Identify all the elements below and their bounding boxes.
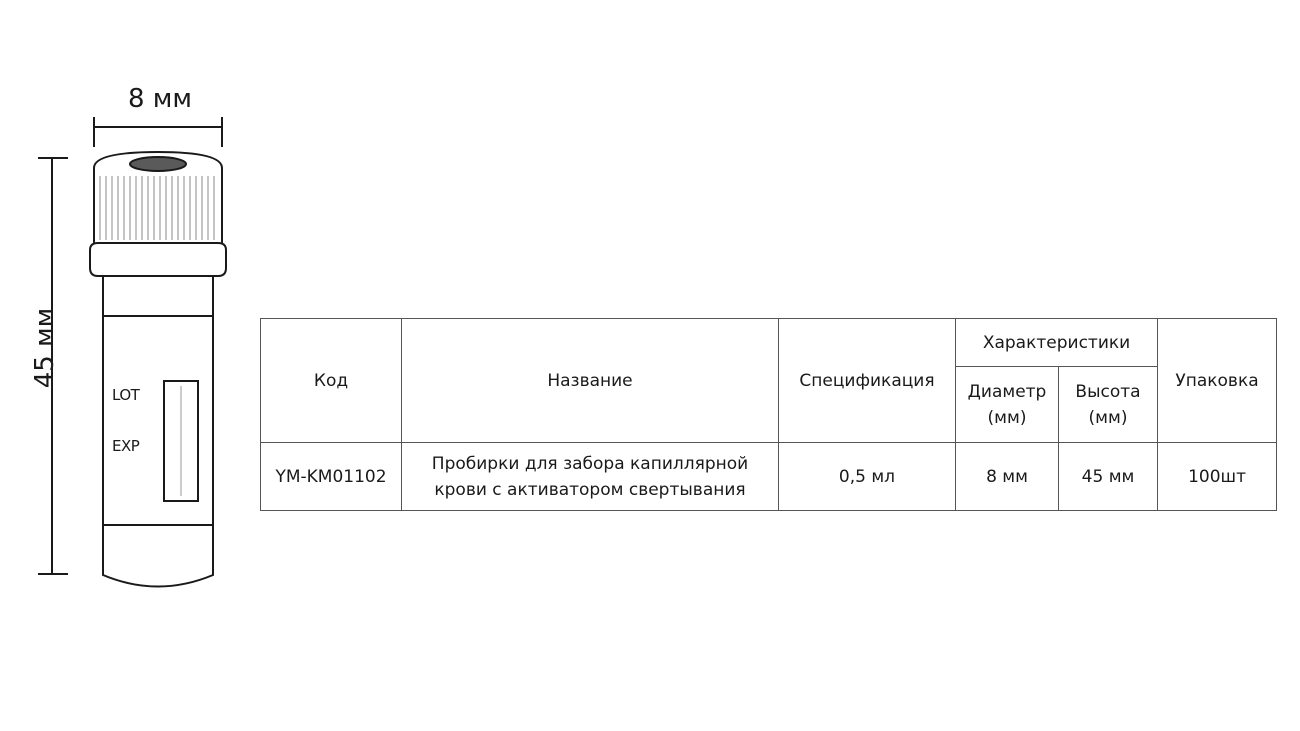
width-label: 8 мм (127, 84, 193, 114)
tube-drawing (0, 0, 260, 731)
cell-spec: 0,5 мл (779, 443, 956, 511)
cell-name: Пробирки для забора капиллярной крови с активатором свертывания (402, 443, 779, 511)
header-height: Высота (мм) (1059, 367, 1158, 443)
header-packaging: Упаковка (1158, 319, 1277, 443)
tube-body (103, 276, 213, 587)
header-code: Код (261, 319, 402, 443)
height-label: 45 мм (30, 307, 60, 389)
table-row (261, 443, 1277, 511)
cell-diameter: 8 мм (956, 443, 1059, 511)
header-diameter: Диаметр (мм) (956, 367, 1059, 443)
header-spec: Спецификация (779, 319, 956, 443)
header-characteristics: Характеристики (956, 319, 1158, 367)
cell-packaging: 100шт (1158, 443, 1277, 511)
tube-cap (90, 152, 226, 276)
lot-label: LOT (112, 386, 140, 404)
header-name: Название (402, 319, 779, 443)
cell-code: YM-KM01102 (261, 443, 402, 511)
exp-label: EXP (112, 437, 140, 455)
spec-table (260, 318, 1277, 511)
cell-height: 45 мм (1059, 443, 1158, 511)
